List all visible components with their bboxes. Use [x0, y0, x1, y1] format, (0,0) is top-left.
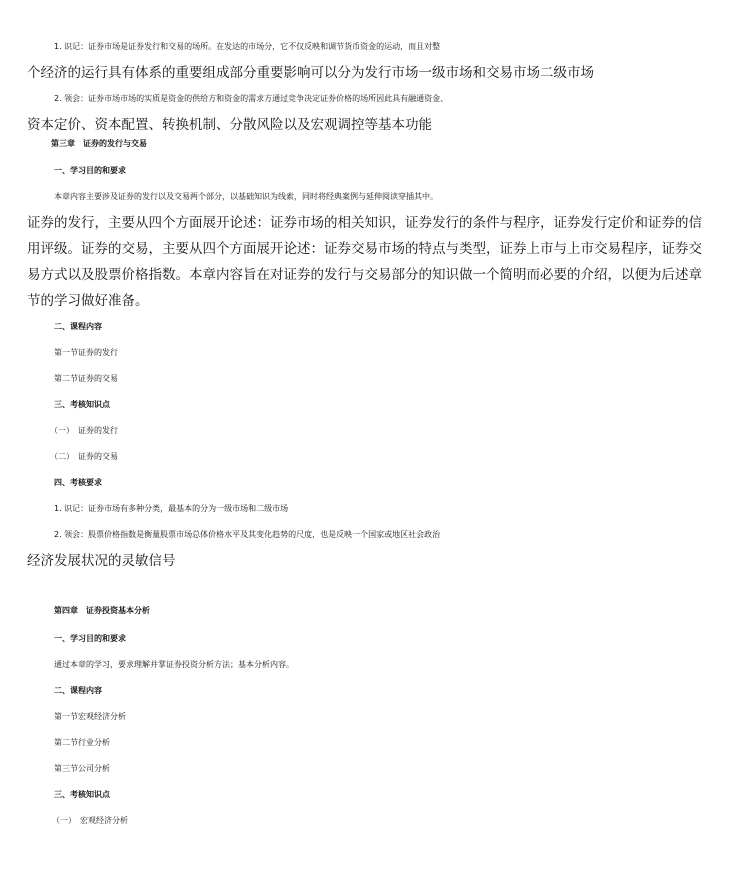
intro-item1-line1: 1. 识记：证券市场是证券发行和交易的场所。在发达的市场分，它不仅反映和调节货币资金的运动，而且对整: [54, 42, 441, 51]
chapter3-sec1-line4: 易方式以及股票价格指数。本章内容旨在对证券的发行与交易部分的知识做一个简明而必要的介绍，以便为后述章: [27, 267, 702, 283]
chapter3-sec4-item2-line2: 经济发展状况的灵敏信号: [27, 553, 176, 569]
intro-item2-line2: 资本定价、资本配置、转换机制、分散风险以及宏观调控等基本功能: [27, 117, 432, 133]
chapter3-sec1-heading: 一、学习目的和要求: [54, 166, 126, 175]
chapter4-sec2-item: 第三节公司分析: [54, 764, 110, 773]
chapter3-sec4-heading: 四、考核要求: [54, 478, 102, 487]
chapter3-sec2-heading: 二、课程内容: [54, 322, 102, 331]
chapter4-sec3-item: （一） 宏观经济分析: [52, 816, 128, 825]
chapter3-title: 第三章 证券的发行与交易: [51, 139, 147, 148]
chapter4-sec2-item: 第二节行业分析: [54, 738, 110, 747]
chapter4-sec1-text: 通过本章的学习，要求理解并掌证券投资分析方法；基本分析内容。: [54, 660, 294, 669]
chapter4-sec1-heading: 一、学习目的和要求: [54, 634, 126, 643]
chapter3-sec4-item1: 1. 识记：证券市场有多种分类，最基本的分为一级市场和二级市场: [54, 504, 289, 513]
chapter3-sec3-item: （一） 证券的发行: [50, 426, 118, 435]
chapter3-sec3-heading: 三、考核知识点: [54, 400, 110, 409]
chapter4-sec2-heading: 二、课程内容: [54, 686, 102, 695]
chapter3-sec1-line3: 用评级。证券的交易，主要从四个方面展开论述：证券交易市场的特点与类型，证券上市与上市交易程序，证券交: [27, 241, 702, 257]
chapter3-sec1-line2: 证券的发行，主要从四个方面展开论述：证券市场的相关知识，证券发行的条件与程序，证券发行定价和证券的信: [27, 215, 702, 231]
chapter4-sec2-item: 第一节宏观经济分析: [54, 712, 126, 721]
chapter3-sec3-item: （二） 证券的交易: [50, 452, 118, 461]
chapter3-sec1-line1: 本章内容主要涉及证券的发行以及交易两个部分，以基础知识为线索，同时将经典案例与延伸阅读穿插其中。: [54, 192, 438, 201]
chapter4-sec3-heading: 三、考核知识点: [54, 790, 110, 799]
chapter3-sec1-line5: 节的学习做好准备。: [27, 293, 149, 309]
intro-item2-line1: 2. 领会：证券市场市场的实质是资金的供给方和资金的需求方通过竞争决定证券价格的场所因此具有融通资金、: [54, 94, 449, 103]
intro-item1-line2: 个经济的运行具有体系的重要组成部分重要影响可以分为发行市场一级市场和交易市场二级市场: [27, 65, 594, 81]
chapter4-title: 第四章 证券投资基本分析: [54, 606, 150, 615]
chapter3-sec2-item: 第二节证券的交易: [54, 374, 118, 383]
chapter3-sec4-item2-line1: 2. 领会：股票价格指数是衡量股票市场总体价格水平及其变化趋势的尺度，也是反映一个国家或地区社会政治: [54, 530, 441, 539]
chapter3-sec2-item: 第一节证券的发行: [54, 348, 118, 357]
